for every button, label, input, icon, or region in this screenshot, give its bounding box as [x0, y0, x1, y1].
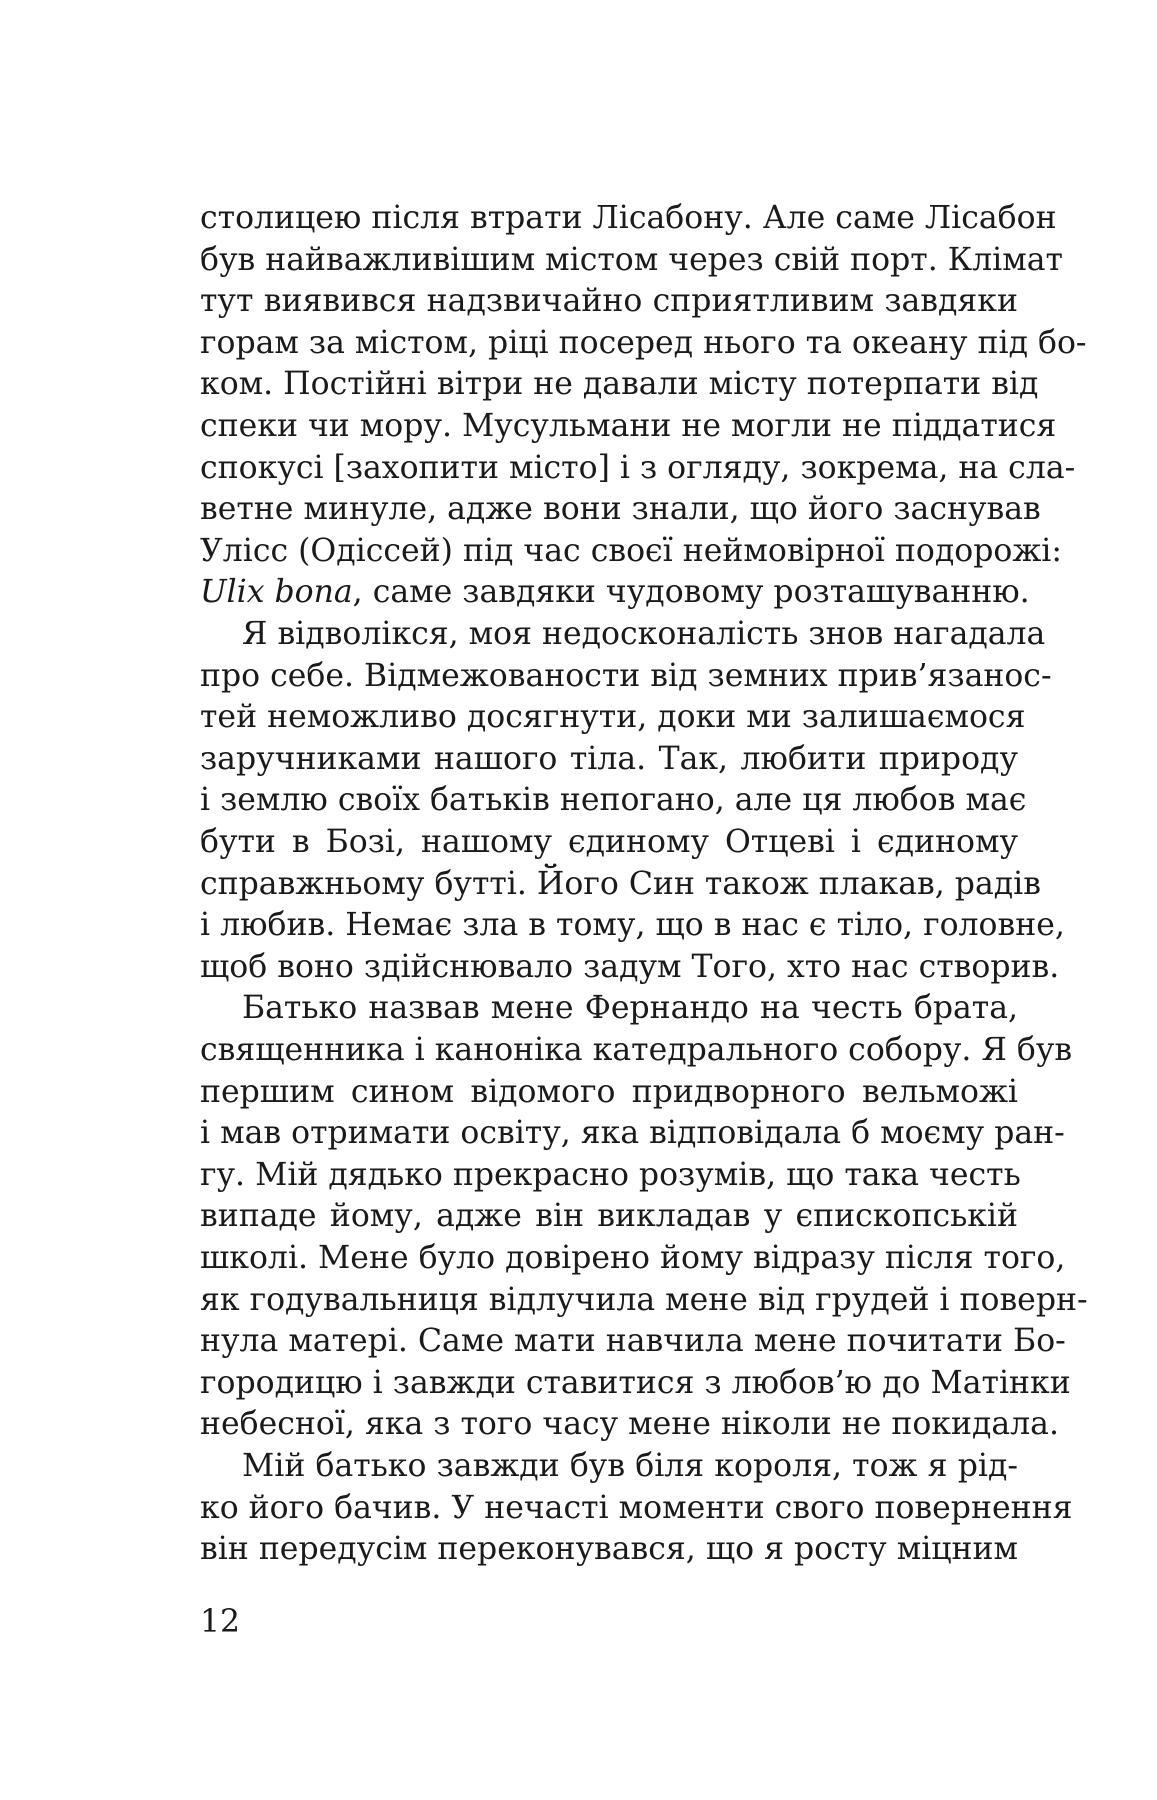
text-line: гу. Мій дядько прекрасно розумів, що така честь [200, 1156, 1021, 1193]
text-line: горам за містом, ріці посеред нього та океану під бо- [200, 324, 1087, 361]
text-line: священника і каноніка катедрального собору. Я був [200, 1032, 1073, 1068]
text-line: Мій батько завжди був біля короля, тож я рід- [242, 1448, 1018, 1484]
text-line-rest: , саме завдяки чудовому розташуванню. [352, 574, 1030, 611]
text-line: ветне минуле, адже вони знали, що його заснував [200, 491, 1041, 528]
text-line: ком. Постійні вітри не давали місту потерпати від [200, 366, 1039, 403]
text-line: був найважливішим містом через свій порт. Клімат [200, 241, 1063, 278]
text-line: він передусім переконувався, що я росту міцним [200, 1531, 1019, 1568]
text-line: і землю своїх батьків непогано, але ця любов має [200, 782, 1027, 819]
text-line: столицею після втрати Лісабону. Але саме Лісабон [200, 200, 1057, 236]
text-line: щоб воно здійснювало задум Того, хто нас створив. [200, 948, 1060, 985]
text-line: тут виявився надзвичайно сприятливим завдяки [200, 283, 1018, 320]
text-line: про себе. Відмежованости від земних прив’язанос- [200, 657, 1052, 694]
text-line: як годувальниця відлучила мене від грудей і поверн- [200, 1281, 1088, 1318]
text-line: нула матері. Саме мати навчила мене почитати Бо- [200, 1323, 1066, 1360]
text-line: і любив. Немає зла в тому, що в нас є тіло, головне, [200, 907, 1065, 944]
text-line: школі. Мене було довірено йому відразу після того, [200, 1240, 1066, 1276]
text-line: тей неможливо досягнути, доки ми залишаємося [200, 699, 1026, 736]
text-line: заручниками нашого тіла. Так, любити природу [200, 740, 1018, 777]
text-line: ко його бачив. У нечасті моменти свого повернення [200, 1489, 1073, 1526]
text-line: випаде йому, адже він викладав у єпископській [200, 1198, 1018, 1235]
page-number: 12 [200, 1604, 241, 1640]
text-line: спеки чи мору. Мусульмани не могли не піддатися [200, 408, 1057, 444]
text-line: Я відволікся, моя недосконалість знов нагадала [242, 616, 1046, 652]
text-line: спокусі [захопити місто] і з огляду, зокрема, на сла- [200, 449, 1076, 486]
text-line: бути в Бозі, нашому єдиному Отцеві і єдиному [200, 824, 1018, 860]
text-line: Улісс (Одіссей) під час своєї неймовірної подорожі: [200, 532, 1062, 569]
text-line [200, 570, 1030, 614]
text-line: городицю і завжди ставитися з любов’ю до Матінки [200, 1364, 1071, 1401]
text-line: справжньому бутті. Його Син також плакав, радів [200, 865, 1041, 902]
text-line: Батько назвав мене Фернандо на честь брата, [242, 990, 1018, 1027]
text-line: першим сином відомого придворного вельможі [200, 1073, 1018, 1110]
italic-phrase: Ulix bona [200, 574, 353, 611]
text-line: небесної, яка з того часу мене ніколи не покидала. [200, 1406, 1059, 1443]
text-line: і мав отримати освіту, яка відповідала б моєму ран- [200, 1115, 1065, 1152]
